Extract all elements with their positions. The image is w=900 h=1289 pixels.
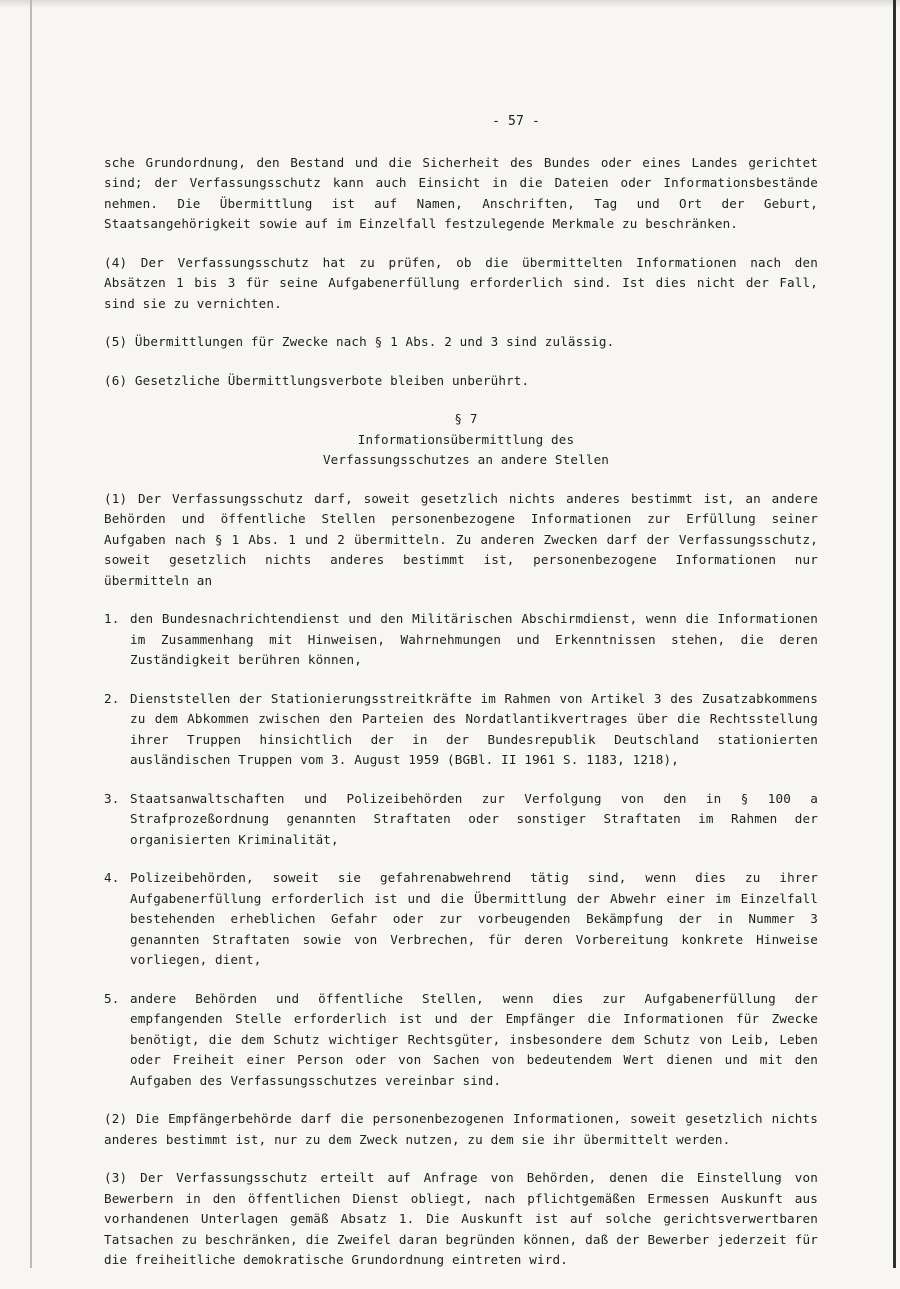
section-paragraph-1: (1) Der Verfassungsschutz darf, soweit gesetzlich nichts anderes bestimmt ist, an andere Behörden und öffentliche Stellen personenbezogene Informationen zur Erfüllung seiner Aufgaben nach § 1 Abs. 1 und 2 übermitteln. Zu anderen Zwecken darf der Verfassungsschutz, soweit gesetzlich nichts anderes bestimmt ist, personenbezogene Informationen nur übermitteln an: [104, 490, 818, 588]
paragraph-5: (5) Übermittlungen für Zwecke nach § 1 Abs. 2 und 3 sind zulässig.: [104, 334, 615, 349]
list-item-text: Polizeibehörden, soweit sie gefahrenabwehrend tätig sind, wenn dies zu ihrer Aufgabenerfüllung erforderlich ist und die Übermittlung der Abwehr einer im Einzelfall bestehenden erheblichen Gefahr oder zur vorbeugenden Bekämpfung der in Nummer 3 genannten Straftaten sowie von Verbrechen, für deren Vorbereitung konkrete Hinweise vorliegen, dient,: [130, 870, 818, 967]
page-number: - 57 -: [492, 114, 540, 129]
paragraph-4: (4) Der Verfassungsschutz hat zu prüfen, ob die übermittelten Informationen nach den Absätzen 1 bis 3 für seine Aufgabenerfüllung erforderlich sind. Ist dies nicht der Fall, sind sie zu vernichten.: [104, 254, 818, 311]
page-edge-right: [893, 0, 896, 1268]
list-item-number: 5.: [104, 990, 120, 1006]
page-top-shadow: [0, 0, 900, 8]
list-item-number: 4.: [104, 870, 120, 885]
list-item-number: 3.: [104, 790, 120, 806]
section-paragraph-2: (2) Die Empfängerbehörde darf die personenbezogenen Informationen, soweit gesetzlich nichts anderes bestimmt ist, nur zu dem Zweck nutzen, zu dem sie ihr übermittelt werden.: [104, 1111, 818, 1147]
section-heading: [104, 409, 818, 471]
document-body: [104, 112, 818, 1289]
list-item-number: 2.: [104, 690, 120, 706]
list-item: [104, 609, 818, 671]
paragraph-continuation: sche Grundordnung, den Bestand und die Sicherheit des Bundes oder eines Landes gerichtet sind; der Verfassungsschutz kann auch Einsicht in die Dateien oder Informationsbestände nehmen. Die Übermittlung ist auf Namen, Anschriften, Tag und Ort der Geburt, Staatsangehörigkeit sowie auf im Einzelfall festzulegende Merkmale zu beschränken.: [104, 154, 818, 231]
list-item-number: 1.: [104, 611, 120, 626]
list-item-text: Dienststellen der Stationierungsstreitkräfte im Rahmen von Artikel 3 des Zusatzabkommens zu dem Abkommen zwischen den Parteien des Nordatlantikvertrages über die Rechtsstellung ihrer Truppen hinsichtlich der in der Bundesrepublik Deutschland stationierten ausländischen Truppen vom 3. August 1959 (BGBl. II 1961 S. 1183, 1218),: [130, 690, 818, 767]
list-item-text: Staatsanwaltschaften und Polizeibehörden zur Verfolgung von den in § 100 a Strafprozeßordnung genannten Straftaten oder sonstiger Straftaten im Rahmen der organisierten Kriminalität,: [130, 790, 818, 847]
list-item: [104, 989, 818, 1092]
list-item-text: andere Behörden und öffentliche Stellen, wenn dies zur Aufgabenerfüllung der empfangenden Stelle erforderlich ist und der Empfänger die Informationen für Zwecke benötigt, die dem Schutz wichtiger Rechtsgüter, insbesondere dem Schutz von Leib, Leben oder Freiheit einer Person oder von Sachen von bedeutendem Wert dienen und mit den Aufgaben des Verfassungsschutzes vereinbar sind.: [130, 990, 818, 1088]
section-paragraph-3: (3) Der Verfassungsschutz erteilt auf Anfrage von Behörden, denen die Einstellung von Bewerbern in den öffentlichen Dienst obliegt, nach pflichtgemäßen Ermessen Auskunft aus vorhandenen Unterlagen gemäß Absatz 1. Die Auskunft ist auf solche gerichtsverwertbaren Tatsachen zu beschränken, die Zweifel daran begründen können, daß der Bewerber jederzeit für die freiheitliche demokratische Grundordnung eintreten wird.: [104, 1170, 818, 1267]
list-item: [104, 789, 818, 851]
page-edge-left: [30, 0, 32, 1268]
list-item: [104, 689, 818, 771]
list-item: [104, 868, 818, 971]
section-title-line1: Informationsübermittlung des: [357, 431, 575, 447]
paragraph-6: (6) Gesetzliche Übermittlungsverbote bleiben unberührt.: [104, 372, 530, 388]
list-item-text: den Bundesnachrichtendienst und den Militärischen Abschirmdienst, wenn die Informationen im Zusammenhang mit Hinweisen, Wahrnehmungen und Erkenntnissen stehen, die deren Zuständigkeit berühren können,: [130, 611, 818, 667]
section-number: § 7: [454, 411, 478, 426]
section-title-line2: Verfassungsschutzes an andere Stellen: [322, 452, 610, 467]
